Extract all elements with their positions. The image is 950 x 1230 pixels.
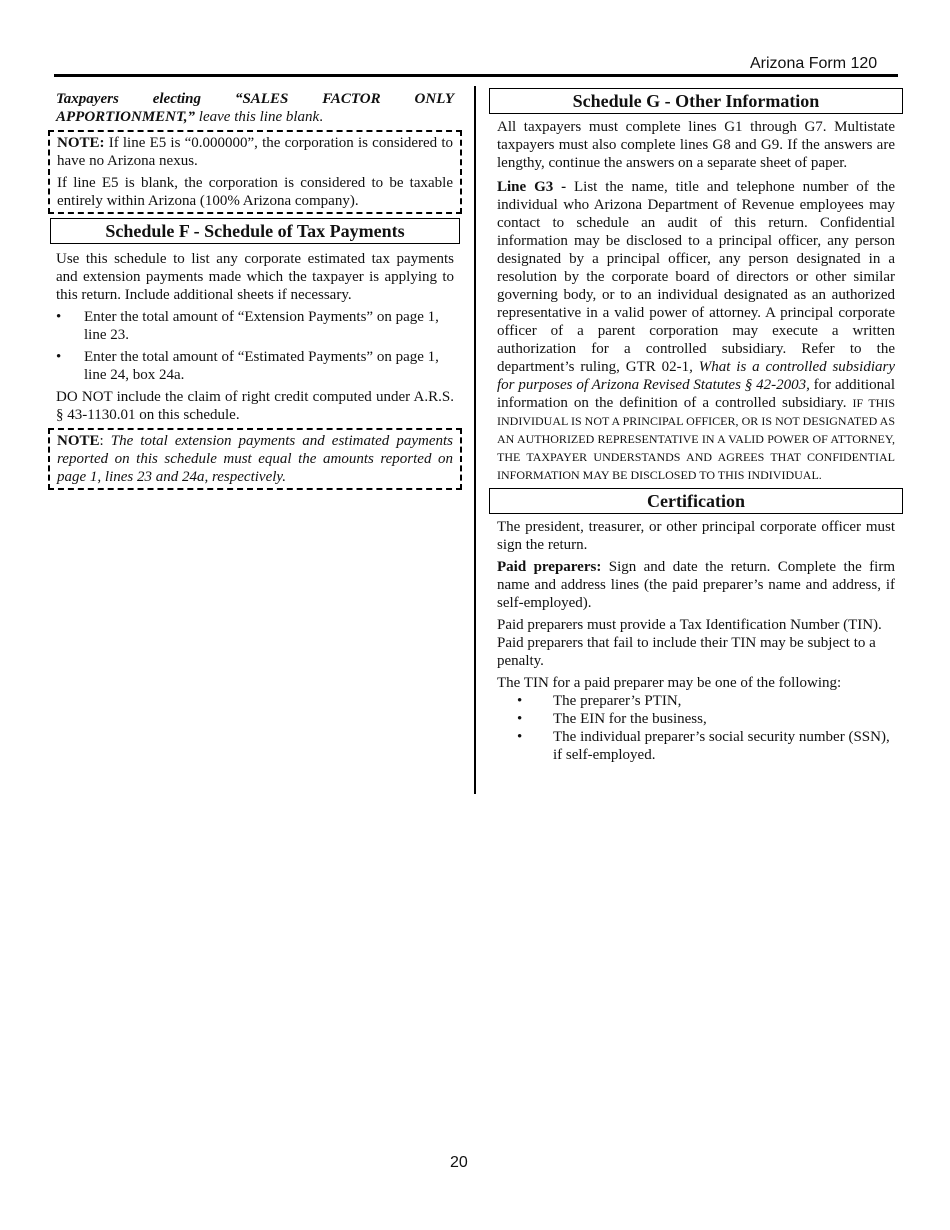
schedule-f-bullets (48, 308, 462, 384)
schedule-f-title: Schedule F - Schedule of Tax Payments (50, 218, 460, 244)
schedule-g-intro: All taxpayers must complete lines G1 through G7. Multistate taxpayers must also complete lines G8 and G9. If the answers are lengthy, continue the answers on a separate sheet of paper. (497, 119, 895, 171)
bullet-icon: • (517, 729, 523, 745)
page-number: 20 (450, 1154, 468, 1171)
sales-factor-instruction: Taxpayers electing “SALES FACTOR ONLY APPORTIONMENT,” leave this line blank. (56, 91, 454, 125)
bullet-icon: • (517, 693, 523, 709)
list-item: • Enter the total amount of “Extension Payments” on page 1, line 23. (56, 309, 439, 343)
payments-note-box (48, 428, 462, 490)
certification-title: Certification (489, 488, 903, 514)
form-name: Arizona Form 120 (750, 55, 878, 72)
list-item: • The preparer’s PTIN, (517, 693, 682, 709)
schedule-f-intro: Use this schedule to list any corporate estimated tax payments and extension payments made which the taxpayer is applying to this return. Include additional sheets if necessary. (56, 251, 454, 303)
taxable-note: If line E5 is blank, the corporation is considered to be taxable entirely within Arizona (100% Arizona company). (57, 175, 453, 209)
right-column (489, 88, 903, 764)
list-item: • The EIN for the business, (517, 711, 707, 727)
list-item: • The individual preparer’s social security number (SSN), if self-employed. (517, 729, 890, 763)
certification-intro: The president, treasurer, or other principal corporate officer must sign the return. (497, 519, 895, 553)
bullet-icon: • (56, 309, 62, 325)
line-g3-instruction: Line G3 - List the name, title and telephone number of the individual who Arizona Department of Revenue employees may contact to schedule an audit of this return. Confidential information may be disclosed to a principal officer, any person designated by a principal officer, any person designated in a resolution by the corporate board of directors or other similar governing body, or to an individual designated as an authorized representative in a valid power of attorney. A principal corporate officer of a parent corporation may execute a written authorization for a controlled subsidiary. Refer to the department’s ruling, GTR 02-1, What is a controlled subsidiary for purposes of Arizona Revised Statutes § 42-2003, for additional information on the definition of a controlled subsidiary. IF THIS INDIVIDUAL IS NOT A PRINCIPAL OFFICER, OR IS NOT DESIGNATED AS AN AUTHORIZED REPRESENTATIVE IN A VALID POWER OF ATTORNEY, THE TAXPAYER UNDERSTANDS AND AGREES THAT CONFIDENTIAL INFORMATION MAY BE DISCLOSED TO THIS INDIVIDUAL. (497, 179, 895, 482)
schedule-g-title: Schedule G - Other Information (489, 88, 903, 114)
nexus-note-box (48, 130, 462, 214)
bullet-icon: • (56, 349, 62, 365)
left-column (48, 90, 462, 490)
nexus-note: NOTE: If line E5 is “0.000000”, the corporation is considered to have no Arizona nexus. (57, 135, 453, 169)
top-rule (54, 74, 898, 77)
bullet-icon: • (517, 711, 523, 727)
tin-options-list (489, 692, 903, 764)
list-item: • Enter the total amount of “Estimated Payments” on page 1, line 24, box 24a. (56, 349, 439, 383)
claim-of-right-note: DO NOT include the claim of right credit computed under A.R.S. § 43-1130.01 on this schedule. (56, 389, 454, 423)
tin-options-intro: The TIN for a paid preparer may be one of the following: (497, 675, 842, 691)
tin-requirement: Paid preparers must provide a Tax Identification Number (TIN). Paid preparers that fail to include their TIN may be subject to a penalty. (497, 617, 882, 669)
payments-note: NOTE: The total extension payments and estimated payments reported on this schedule must equal the amounts reported on page 1, lines 23 and 24a, respectively. (57, 433, 453, 485)
column-divider (474, 86, 476, 794)
paid-preparers-instruction: Paid preparers: Sign and date the return. Complete the firm name and address lines (the paid preparer’s name and address, if self-employed). (497, 559, 896, 611)
